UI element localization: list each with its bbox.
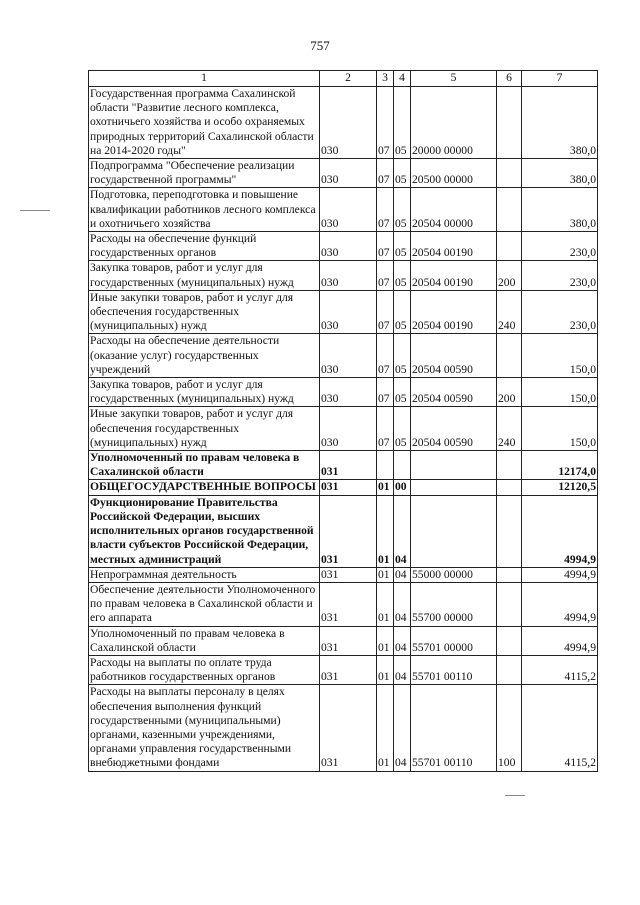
cell-section: 01 [377,495,394,567]
cell-admin-code: 031 [320,567,377,582]
cell-target-article: 20504 00590 [411,378,497,407]
cell-admin-code: 031 [320,655,377,684]
cell-section: 07 [377,378,394,407]
header-cell: 6 [497,71,522,87]
cell-amount: 4994,9 [522,582,598,626]
table-row [89,451,598,480]
cell-section: 07 [377,334,394,378]
cell-subsection: 05 [394,334,411,378]
cell-amount: 12120,5 [522,480,598,495]
cell-amount: 150,0 [522,378,598,407]
cell-section: 07 [377,188,394,232]
cell-subsection [394,451,411,480]
header-cell: 5 [411,71,497,87]
row-name: Государственная программа Сахалинской области "Развитие лесного комплекса, охотничьего хозяйства и особо охраняемых природных территорий Сахалинской области на 2014-2020 годы" [89,87,320,159]
row-name: Подпрограмма "Обеспечение реализации государственной программы" [89,159,320,188]
row-name: Закупка товаров, работ и услуг для государственных (муниципальных) нужд [89,261,320,290]
table-row [89,261,598,290]
cell-expense-type [497,495,522,567]
cell-expense-type: 200 [497,261,522,290]
table-row [89,334,598,378]
cell-target-article: 55701 00110 [411,655,497,684]
cell-admin-code: 030 [320,290,377,334]
cell-expense-type [497,655,522,684]
cell-target-article [411,480,497,495]
cell-expense-type [497,87,522,159]
cell-amount: 380,0 [522,188,598,232]
table-row [89,655,598,684]
cell-amount: 230,0 [522,232,598,261]
table-row [89,685,598,771]
cell-section: 01 [377,582,394,626]
cell-subsection: 05 [394,232,411,261]
cell-expense-type [497,188,522,232]
cell-subsection: 05 [394,290,411,334]
cell-subsection: 05 [394,188,411,232]
header-row [89,71,598,87]
cell-subsection: 05 [394,87,411,159]
cell-admin-code: 030 [320,188,377,232]
cell-section: 07 [377,232,394,261]
cell-section: 01 [377,655,394,684]
cell-subsection: 00 [394,480,411,495]
cell-expense-type [497,567,522,582]
cell-section: 07 [377,159,394,188]
table-row [89,495,598,567]
cell-section: 01 [377,626,394,655]
cell-admin-code: 031 [320,480,377,495]
cell-admin-code: 030 [320,261,377,290]
table-row [89,87,598,159]
table-row [89,582,598,626]
cell-amount: 4115,2 [522,655,598,684]
cell-expense-type: 240 [497,290,522,334]
cell-admin-code: 031 [320,582,377,626]
cell-section: 07 [377,407,394,451]
cell-subsection: 05 [394,378,411,407]
header-cell: 4 [394,71,411,87]
cell-subsection: 05 [394,159,411,188]
cell-amount: 380,0 [522,87,598,159]
cell-amount: 12174,0 [522,451,598,480]
row-name: Иные закупки товаров, работ и услуг для обеспечения государственных (муниципальных) нужд [89,407,320,451]
row-name: Закупка товаров, работ и услуг для государственных (муниципальных) нужд [89,378,320,407]
cell-expense-type [497,582,522,626]
cell-target-article: 20504 00590 [411,334,497,378]
row-name: Расходы на обеспечение функций государственных органов [89,232,320,261]
header-cell: 1 [89,71,320,87]
cell-admin-code: 030 [320,407,377,451]
cell-admin-code: 031 [320,626,377,655]
budget-table [88,70,598,772]
cell-target-article: 20504 00190 [411,232,497,261]
cell-subsection: 04 [394,655,411,684]
row-name: Уполномоченный по правам человека в Сахалинской области [89,451,320,480]
cell-admin-code: 030 [320,159,377,188]
table-row [89,188,598,232]
cell-expense-type: 200 [497,378,522,407]
table-row [89,567,598,582]
table-row [89,159,598,188]
cell-subsection: 04 [394,626,411,655]
cell-target-article: 20504 00190 [411,261,497,290]
cell-expense-type [497,480,522,495]
row-name: Функционирование Правительства Российской Федерации, высших исполнительных органов государственной власти субъектов Российской Федерации, местных администраций [89,495,320,567]
table-row [89,480,598,495]
row-name: ОБЩЕГОСУДАРСТВЕННЫЕ ВОПРОСЫ [89,480,320,495]
cell-target-article [411,451,497,480]
cell-admin-code: 030 [320,378,377,407]
table-row [89,232,598,261]
header-cell: 3 [377,71,394,87]
cell-admin-code: 030 [320,232,377,261]
cell-amount: 4115,2 [522,685,598,771]
cell-admin-code: 030 [320,87,377,159]
header-cell: 2 [320,71,377,87]
header-cell: 7 [522,71,598,87]
cell-amount: 230,0 [522,290,598,334]
table-row [89,407,598,451]
cell-admin-code: 031 [320,685,377,771]
cell-subsection: 05 [394,407,411,451]
row-name: Подготовка, переподготовка и повышение квалификации работников лесного комплекса и охотничьего хозяйства [89,188,320,232]
cell-expense-type [497,334,522,378]
cell-section [377,451,394,480]
cell-section: 07 [377,87,394,159]
cell-subsection: 04 [394,567,411,582]
cell-amount: 380,0 [522,159,598,188]
cell-target-article: 20504 00190 [411,290,497,334]
cell-target-article: 20504 00000 [411,188,497,232]
table-row [89,378,598,407]
cell-section: 01 [377,567,394,582]
scan-artifact-line [20,210,50,211]
row-name: Расходы на выплаты персоналу в целях обеспечения выполнения функций государственными (муниципальными) органами, казенными учреждениями, органами управления государственными внебюджетными фондами [89,685,320,771]
cell-expense-type [497,626,522,655]
cell-target-article: 55700 00000 [411,582,497,626]
cell-amount: 4994,9 [522,567,598,582]
page-number: 757 [310,38,330,53]
cell-subsection: 04 [394,685,411,771]
cell-target-article: 55701 00000 [411,626,497,655]
cell-amount: 4994,9 [522,495,598,567]
table-row [89,626,598,655]
row-name: Уполномоченный по правам человека в Сахалинской области [89,626,320,655]
cell-subsection: 05 [394,261,411,290]
row-name: Расходы на обеспечение деятельности (оказание услуг) государственных учреждений [89,334,320,378]
cell-expense-type [497,451,522,480]
cell-target-article: 20500 00000 [411,159,497,188]
cell-amount: 230,0 [522,261,598,290]
cell-target-article [411,495,497,567]
cell-amount: 150,0 [522,334,598,378]
cell-amount: 4994,9 [522,626,598,655]
cell-target-article: 55000 00000 [411,567,497,582]
cell-target-article: 55701 00110 [411,685,497,771]
row-name: Обеспечение деятельности Уполномоченного по правам человека в Сахалинской области и его аппарата [89,582,320,626]
cell-admin-code: 031 [320,451,377,480]
cell-section: 07 [377,290,394,334]
cell-section: 01 [377,480,394,495]
cell-expense-type: 100 [497,685,522,771]
cell-section: 07 [377,261,394,290]
cell-admin-code: 031 [320,495,377,567]
cell-subsection: 04 [394,495,411,567]
cell-target-article: 20000 00000 [411,87,497,159]
scan-artifact-line [505,795,525,796]
cell-amount: 150,0 [522,407,598,451]
row-name: Непрограммная деятельность [89,567,320,582]
cell-expense-type [497,159,522,188]
cell-admin-code: 030 [320,334,377,378]
cell-section: 01 [377,685,394,771]
cell-subsection: 04 [394,582,411,626]
cell-target-article: 20504 00590 [411,407,497,451]
row-name: Иные закупки товаров, работ и услуг для обеспечения государственных (муниципальных) нужд [89,290,320,334]
cell-expense-type [497,232,522,261]
row-name: Расходы на выплаты по оплате труда работников государственных органов [89,655,320,684]
table-row [89,290,598,334]
cell-expense-type: 240 [497,407,522,451]
